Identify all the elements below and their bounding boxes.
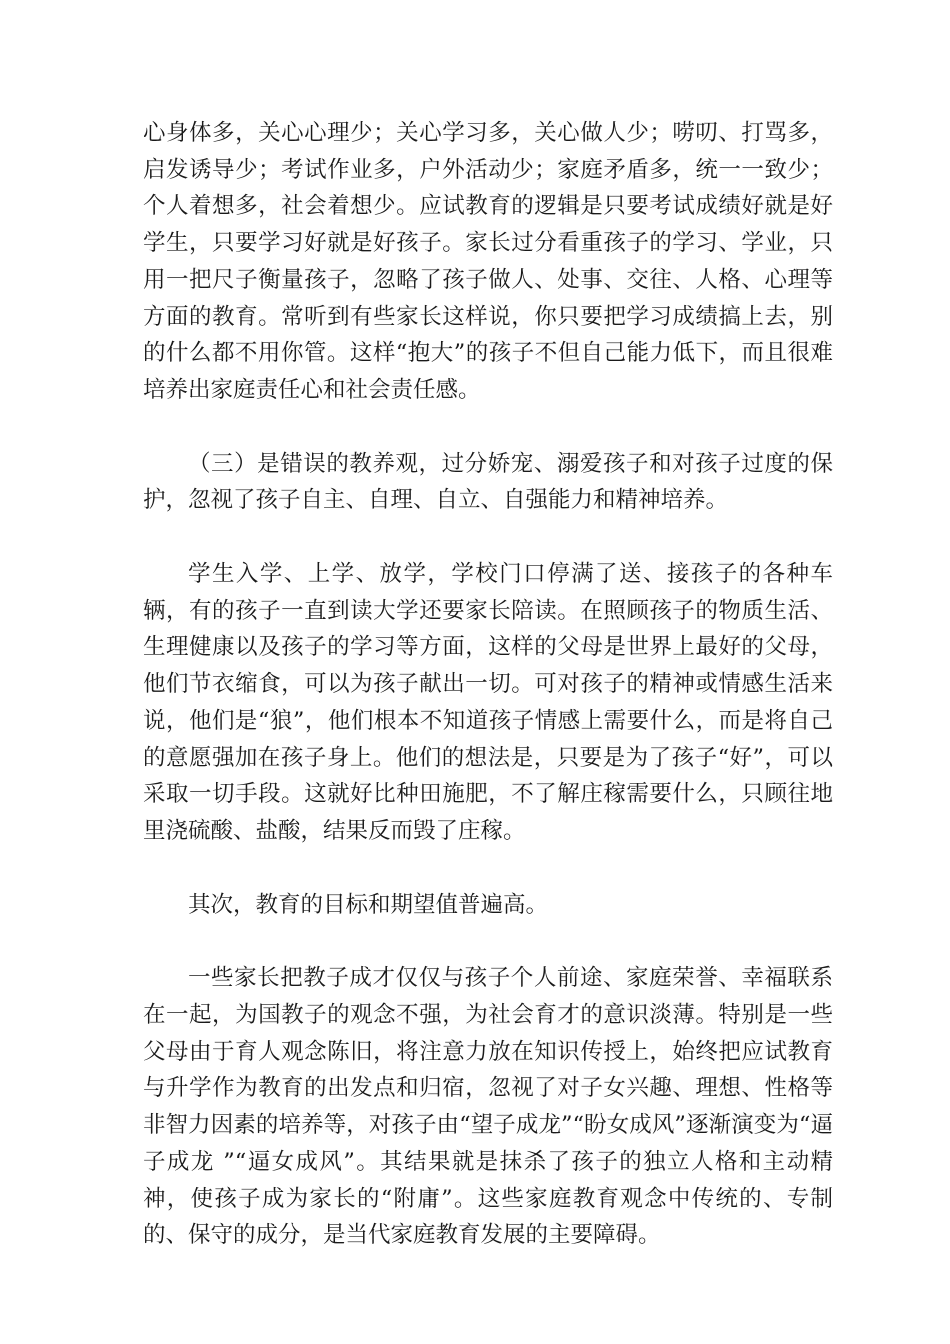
paragraph-section-three-heading: （三）是错误的教养观，过分娇宠、溺爱孩子和对孩子过度的保护，忽视了孩子自主、自理、自立、自强能力和精神培养。 xyxy=(143,450,833,514)
paragraph-overprotection: 学生入学、上学、放学，学校门口停满了送、接孩子的各种车辆，有的孩子一直到读大学还要家长陪读。在照顾孩子的物质生活、生理健康以及孩子的学习等方面，这样的父母是世界上最好的父母，他们节衣缩食，可以为孩子献出一切。可对孩子的精神或情感生活来说，他们是“狼”，他们根本不知道孩子情感上需要什么，而是将自己的意愿强加在孩子身上。他们的想法是，只要是为了孩子“好”，可以采取一切手段。这就好比种田施肥，不了解庄稼需要什么，只顾往地里浇硫酸、盐酸，结果反而毁了庄稼。 xyxy=(143,561,833,844)
paragraph-education-goals: 一些家长把教子成才仅仅与孩子个人前途、家庭荣誉、幸福联系在一起，为国教子的观念不强，为社会育才的意识淡薄。特别是一些父母由于育人观念陈旧，将注意力放在知识传授上，始终把应试教育与升学作为教育的出发点和归宿，忽视了对子女兴趣、理想、性格等非智力因素的培养等，对孩子由“望子成龙”“盼女成风”逐渐演变为“逼子成龙 ”“逼女成风”。其结果就是抹杀了孩子的独立人格和主动精神，使孩子成为家长的“附庸”。这些家庭教育观念中传统的、专制的、保守的成分，是当代家庭教育发展的主要障碍。 xyxy=(143,965,833,1249)
paragraph-second-point: 其次，教育的目标和期望值普遍高。 xyxy=(188,891,549,918)
document-body xyxy=(143,115,833,1254)
paragraph-continued: 心身体多，关心心理少；关心学习多，关心做人少；唠叨、打骂多，启发诱导少；考试作业多，户外活动少；家庭矛盾多，统一一致少；个人着想多，社会着想少。应试教育的逻辑是只要考试成绩好就是好学生，只要学习好就是好孩子。家长过分看重孩子的学习、学业，只用一把尺子衡量孩子，忽略了孩子做人、处事、交往、人格、心理等方面的教育。常听到有些家长这样说，你只要把学习成绩搞上去，别的什么都不用你管。这样“抱大”的孩子不但自己能力低下，而且很难培养出家庭责任心和社会责任感。 xyxy=(143,120,833,403)
